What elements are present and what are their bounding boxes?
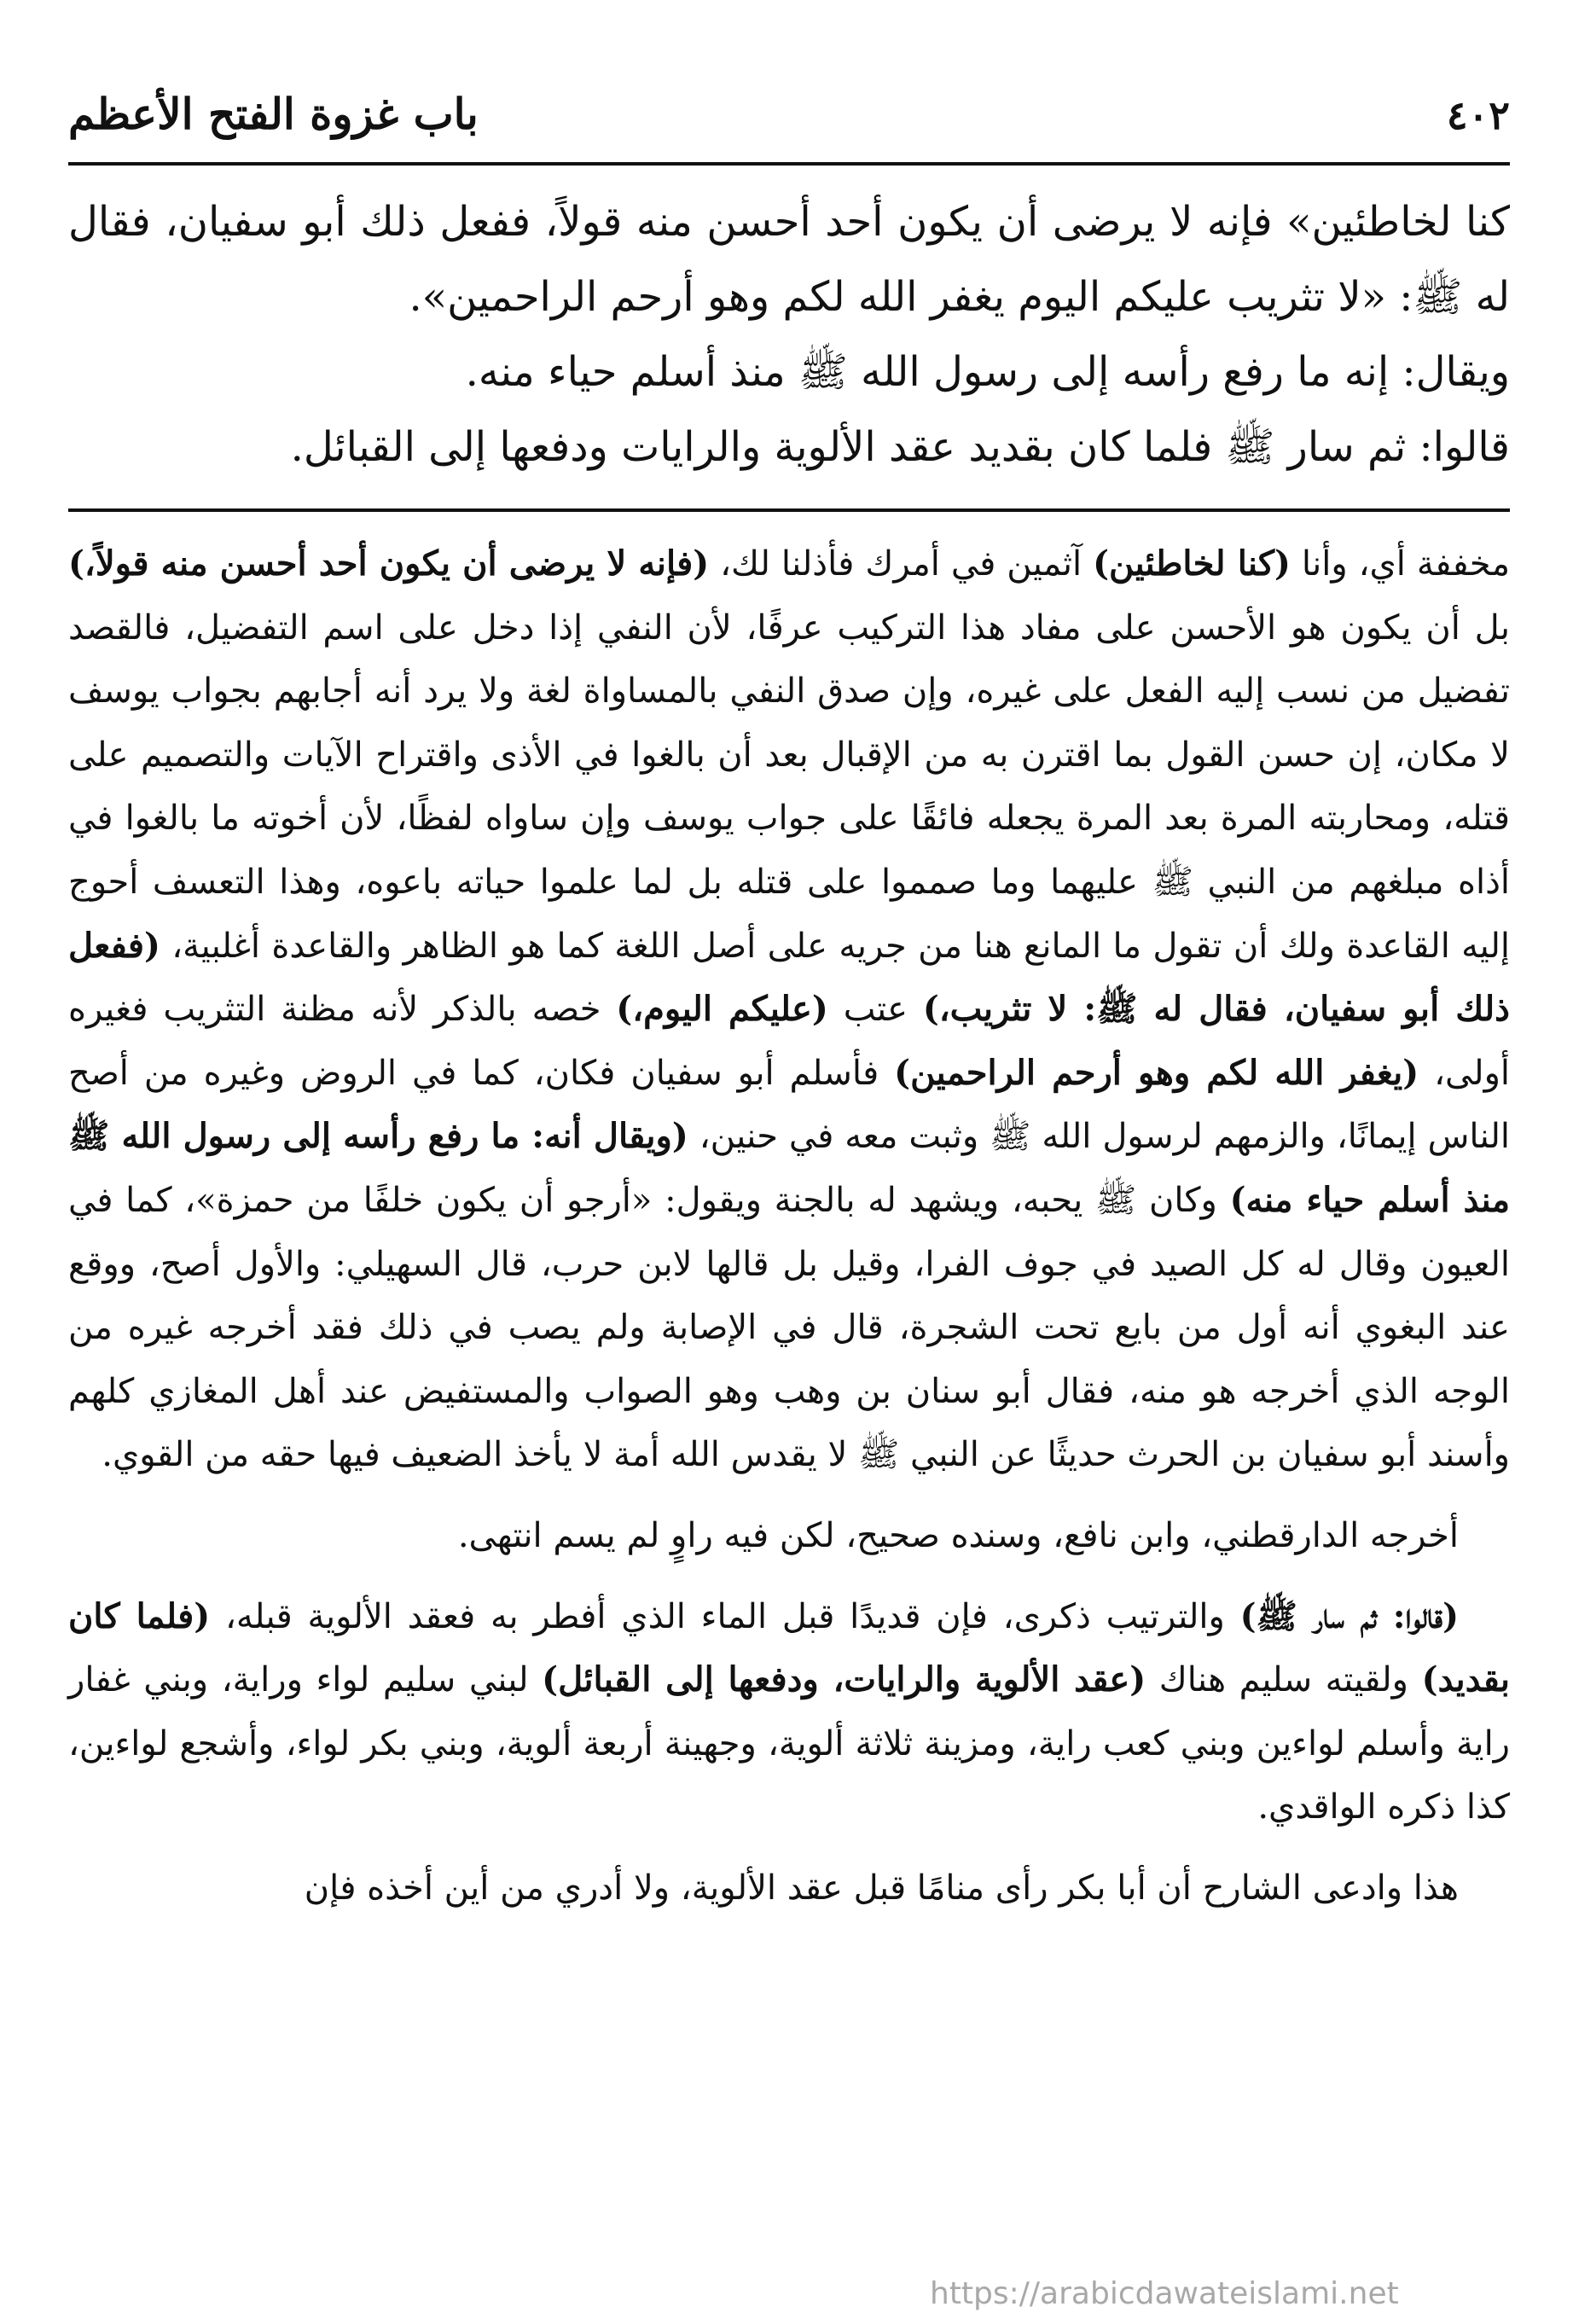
quoted-phrase: (فلما كان بقديد) [68, 1595, 1511, 1700]
commentary-paragraph: هذا وادعى الشارح أن أبا بكر رأى منامًا قبل عقد الألوية، ولا أدري من أين أخذه فإن [304, 1868, 1459, 1908]
quoted-phrase: (ويقال أنه: ما رفع رأسه إلى رسول الله ﷺ منذ أسلم حياء منه) [68, 1116, 1510, 1220]
quoted-phrase: (كنا لخاطئين) [1093, 543, 1291, 584]
footnote-divider [68, 508, 1510, 512]
commentary-paragraph [68, 532, 1510, 1487]
commentary-text: لبني سليم لواء وراية، وبني غفار راية وأسلم لواءين وبني كعب راية، ومزينة ثلاثة ألوية، وجهينة أربعة ألوية، وبني بكر لواء، وأشجع لواءين، كذا ذكره الواقدي. [68, 1660, 1510, 1827]
quoted-phrase: (ففعل ذلك أبو سفيان، فقال له ﷺ: لا تثريب،) [68, 925, 1510, 1030]
chapter-title: باب غزوة الفتح الأعظم [68, 89, 479, 139]
quoted-phrase: (يغفر الله لكم وهو أرحم الراحمين) [894, 1052, 1419, 1093]
commentary-text: عتب [827, 990, 923, 1030]
main-paragraph: كنا لخاطئين» فإنه لا يرضى أن يكون أحد أحسن منه قولاً، ففعل ذلك أبو سفيان، فقال له ﷺ: «لا تثريب عليكم اليوم يغفر الله لكم وهو أرحم الراحمين». [68, 198, 1510, 321]
quoted-phrase: (فإنه لا يرضى أن يكون أحد أحسن منه قولاً،) [68, 543, 710, 584]
commentary-text: آثمين في أمرك فأذلنا لك، [709, 544, 1094, 584]
page-number: ٤٠٢ [1446, 92, 1510, 138]
commentary-text: مخففة أي، وأنا [1290, 544, 1511, 584]
quoted-phrase: (عليكم اليوم،) [616, 989, 828, 1030]
commentary-text: فأسلم أبو سفيان فكان، كما في الروض وغيره من أصح الناس إيمانًا، والزمهم لرسول الله ﷺ وثبت معه في حنين، [68, 1053, 1510, 1157]
commentary-paragraph [68, 1585, 1510, 1839]
commentary-text: ولقيته سليم هناك [1146, 1660, 1422, 1700]
commentary-text: وكان ﷺ يحبه، ويشهد له بالجنة ويقول: «أرجو أن يكون خلفًا من حمزة»، كما في العيون وقال له كل الصيد في جوف الفرا، وقيل بل قالها لابن حرب، قال السهيلي: والأول أصح، ووقع عند البغوي أنه أول من بايع تحت الشجرة، قال في الإصابة ولم يصب في ذلك فقد أخرجه غيره من الوجه الذي أخرجه هو منه، فقال أبو سنان بن وهب وهو الصواب والمستفيض عند أهل المغازي كلهم وأسند أبو سفيان بن الحرث حديثًا عن النبي ﷺ لا يقدس الله أمة لا يأخذ الضعيف فيها حقه من القوي. [68, 1180, 1510, 1475]
commentary-text: خصه بالذكر لأنه مظنة التثريب فغيره أولى، [68, 990, 1510, 1093]
watermark-url: https://arabicdawateislami.net [930, 2276, 1399, 2311]
book-page [68, 77, 1510, 2295]
main-paragraph: ويقال: إنه ما رفع رأسه إلى رسول الله ﷺ منذ أسلم حياء منه. [465, 348, 1510, 396]
page-header [68, 77, 1510, 166]
main-text [68, 184, 1510, 485]
quoted-phrase: (قالوا: ثم سار ﷺ) [1239, 1595, 1460, 1636]
main-paragraph: قالوا: ثم سار ﷺ فلما كان بقديد عقد الألوية والرايات ودفعها إلى القبائل. [290, 423, 1510, 471]
commentary-text: والترتيب ذكرى، فإن قديدًا قبل الماء الذي أفطر به فعقد الألوية قبله، [210, 1596, 1240, 1636]
commentary [68, 532, 1510, 1920]
commentary-paragraph: أخرجه الدارقطني، وابن نافع، وسنده صحيح، لكن فيه راوٍ لم يسم انتهى. [457, 1515, 1459, 1555]
quoted-phrase: (عقد الألوية والرايات، ودفعها إلى القبائل) [542, 1659, 1146, 1700]
commentary-text: بل أن يكون هو الأحسن على مفاد هذا التركيب عرفًا، لأن النفي إذا دخل على اسم التفضيل، فالقصد تفضيل من نسب إليه الفعل على غيره، وإن صدق النفي بالمساواة لغة ولا يرد أنه أجابهم بجواب يوسف لا مكان، إن حسن القول بما اقترن به من الإقبال بعد أن بالغوا في الأذى واقتراح الآيات والتصميم على قتله، ومحاربته المرة بعد المرة يجعله فائقًا على جواب يوسف وإن ساواه لفظًا، لأن أخوته ما بالغوا في أذاه مبلغهم من النبي ﷺ عليهما وما صمموا على قتله بل لما علموا حياته باعوه، وهذا التعسف أحوج إليه القاعدة ولك أن تقول ما المانع هنا من جريه على أصل اللغة كما هو الظاهر والقاعدة أغلبية، [68, 607, 1511, 966]
